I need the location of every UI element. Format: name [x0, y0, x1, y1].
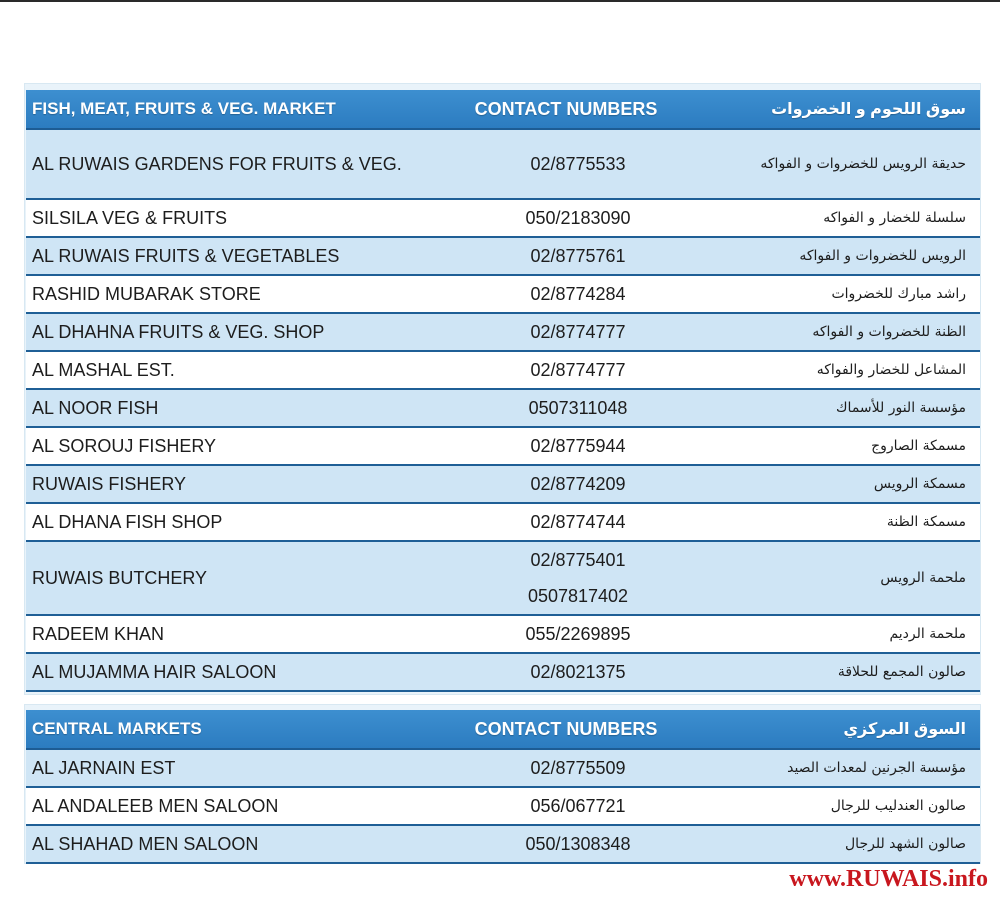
business-name: AL ANDALEEB MEN SALOON	[26, 787, 416, 825]
table-row	[26, 351, 980, 389]
business-name-arabic: حديقة الرويس للخضروات و الفواكه	[716, 129, 980, 199]
table-row	[26, 465, 980, 503]
business-name: RUWAIS FISHERY	[26, 465, 416, 503]
table-row	[26, 237, 980, 275]
table-row	[26, 389, 980, 427]
business-name: AL RUWAIS FRUITS & VEGETABLES	[26, 237, 416, 275]
business-name-arabic: مؤسسة النور للأسماك	[716, 389, 980, 427]
phone-number: 056/067721	[416, 787, 716, 825]
phone-number: 02/8774209	[416, 465, 716, 503]
business-name: AL DHAHNA FRUITS & VEG. SHOP	[26, 313, 416, 351]
business-name: RADEEM KHAN	[26, 615, 416, 653]
business-name-arabic: مسمكة الرويس	[716, 465, 980, 503]
market-header-row	[26, 90, 980, 129]
business-name: AL DHANA FISH SHOP	[26, 503, 416, 541]
business-name: AL RUWAIS GARDENS FOR FRUITS & VEG.	[26, 129, 416, 199]
market-section-title: FISH, MEAT, FRUITS & VEG. MARKET	[26, 90, 416, 129]
business-name-arabic: مسمكة الظنة	[716, 503, 980, 541]
contact-numbers-heading: CONTACT NUMBERS	[416, 710, 716, 749]
table-row	[26, 541, 980, 615]
phone-number: 02/8774777	[416, 313, 716, 351]
business-name: AL MUJAMMA HAIR SALOON	[26, 653, 416, 691]
phone-number: 02/8775533	[416, 129, 716, 199]
contact-numbers-heading: CONTACT NUMBERS	[416, 90, 716, 129]
business-name-arabic: صالون المجمع للحلاقة	[716, 653, 980, 691]
phone-number: 02/8021375	[416, 653, 716, 691]
table-row	[26, 503, 980, 541]
top-border-line	[0, 0, 1000, 2]
phone-numbers-cell	[416, 541, 716, 615]
phone-number: 02/8775509	[416, 749, 716, 787]
business-name-arabic: سلسلة للخضار و الفواكه	[716, 199, 980, 237]
table-row	[26, 199, 980, 237]
business-name: AL MASHAL EST.	[26, 351, 416, 389]
business-name-arabic: راشد مبارك للخضروات	[716, 275, 980, 313]
phone-number: 02/8775761	[416, 237, 716, 275]
business-name-arabic: ملحمة الرديم	[716, 615, 980, 653]
phone-number: 0507311048	[416, 389, 716, 427]
phone-number: 0507817402	[527, 586, 629, 606]
phone-number: 02/8774284	[416, 275, 716, 313]
phone-number: 02/8775944	[416, 427, 716, 465]
market-directory-table	[26, 90, 980, 692]
business-name-arabic: الظنة للخضروات و الفواكه	[716, 313, 980, 351]
business-name: SILSILA VEG & FRUITS	[26, 199, 416, 237]
business-name-arabic: صالون العندليب للرجال	[716, 787, 980, 825]
phone-number: 02/8774777	[416, 351, 716, 389]
business-name-arabic: مؤسسة الجرنين لمعدات الصيد	[716, 749, 980, 787]
phone-number: 055/2269895	[416, 615, 716, 653]
table-row	[26, 653, 980, 691]
market-section-arabic-title: سوق اللحوم و الخضروات	[716, 90, 980, 129]
business-name: AL SOROUJ FISHERY	[26, 427, 416, 465]
business-name-arabic: الرويس للخضروات و الفواكه	[716, 237, 980, 275]
phone-number: 02/8774744	[416, 503, 716, 541]
table-row	[26, 129, 980, 199]
phone-number: 02/8775401	[530, 550, 626, 570]
business-name-arabic: ملحمة الرويس	[716, 541, 980, 615]
phone-number: 050/2183090	[416, 199, 716, 237]
business-name-arabic: صالون الشهد للرجال	[716, 825, 980, 863]
central-section-arabic-title: السوق المركزي	[716, 710, 980, 749]
business-name: AL SHAHAD MEN SALOON	[26, 825, 416, 863]
table-row	[26, 615, 980, 653]
table-row	[26, 787, 980, 825]
table-row	[26, 825, 980, 863]
business-name-arabic: مسمكة الصاروج	[716, 427, 980, 465]
business-name: AL NOOR FISH	[26, 389, 416, 427]
website-url-link[interactable]: www.RUWAIS.info	[789, 866, 988, 892]
business-name: AL JARNAIN EST	[26, 749, 416, 787]
table-row	[26, 749, 980, 787]
central-section-title: CENTRAL MARKETS	[26, 710, 416, 749]
business-name: RUWAIS BUTCHERY	[26, 541, 416, 615]
central-markets-table	[26, 710, 980, 864]
central-header-row	[26, 710, 980, 749]
table-row	[26, 313, 980, 351]
business-name: RASHID MUBARAK STORE	[26, 275, 416, 313]
phone-number: 050/1308348	[416, 825, 716, 863]
table-row	[26, 275, 980, 313]
table-row	[26, 427, 980, 465]
business-name-arabic: المشاعل للخضار والفواكه	[716, 351, 980, 389]
